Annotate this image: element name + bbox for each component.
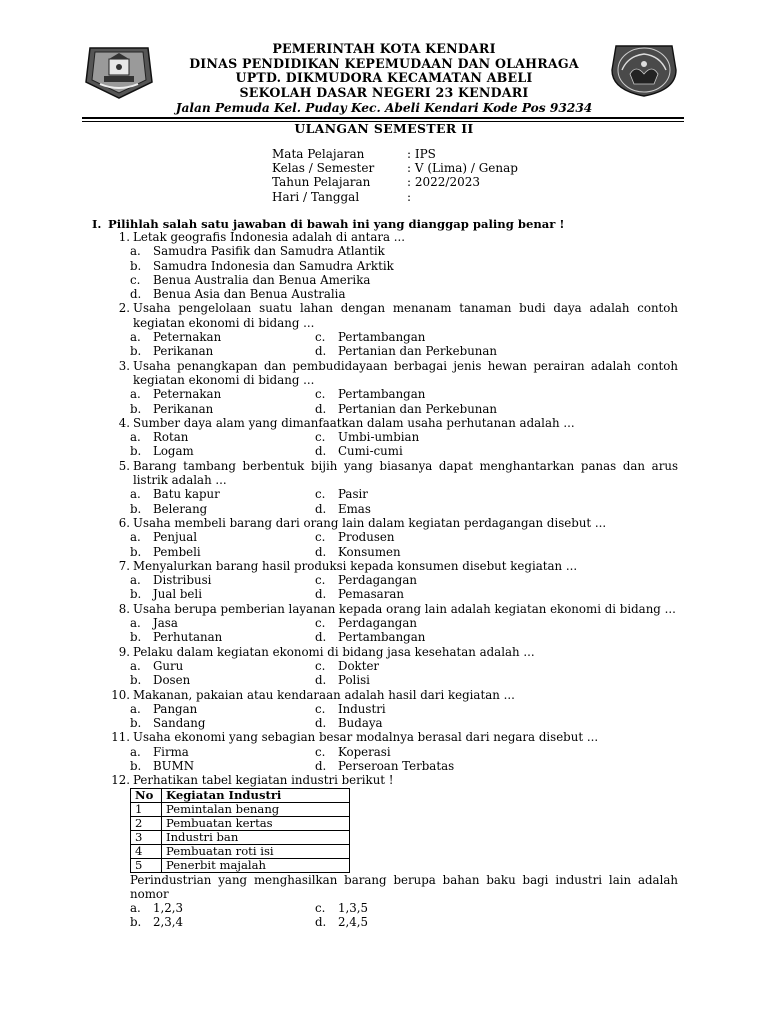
answer-option (130, 573, 315, 587)
option-letter: b. (130, 630, 142, 645)
question-stem (108, 516, 678, 530)
question-text: Pelaku dalam kegiatan ekonomi di bidang jasa kesehatan adalah ... (133, 644, 535, 659)
option-letter: a. (130, 244, 141, 259)
option-letter: a. (130, 530, 141, 545)
answer-options (130, 530, 678, 559)
option-letter: b. (130, 344, 142, 359)
answer-option (130, 502, 315, 516)
question-text: Usaha membeli barang dari orang lain dalam kegiatan perdagangan disebut ... (133, 515, 607, 530)
option-letter: c. (130, 272, 141, 287)
meta-key: Hari / Tanggal (272, 189, 360, 204)
option-letter: c. (315, 330, 326, 345)
answer-option (315, 444, 403, 458)
answer-option (130, 244, 678, 258)
option-row (130, 330, 678, 344)
answer-option (130, 287, 678, 301)
table-cell-number: 3 (131, 830, 162, 844)
meta-row (272, 190, 518, 204)
question-stem (108, 602, 678, 616)
letterhead-line: SEKOLAH DASAR NEGERI 23 KENDARI (239, 84, 529, 100)
option-letter: a. (130, 573, 141, 588)
option-letter: a. (130, 387, 141, 402)
answer-option (130, 630, 315, 644)
option-letter: c. (315, 487, 326, 502)
question-number: 2. (118, 301, 130, 316)
answer-option (315, 344, 497, 358)
option-letter: a. (130, 901, 141, 916)
answer-option (130, 330, 315, 344)
option-row (130, 502, 678, 516)
question-stem (108, 559, 678, 573)
question-item (108, 516, 678, 559)
option-letter: b. (130, 444, 142, 459)
question-followup (130, 873, 678, 902)
option-letter: d. (315, 444, 327, 459)
option-letter: d. (130, 287, 142, 302)
answer-option (130, 344, 315, 358)
option-letter: a. (130, 430, 141, 445)
answer-option (315, 573, 417, 587)
letterhead-address: Jalan Pemuda Kel. Puday Kec. Abeli Kendari Kode Pos 93234 (175, 101, 593, 116)
option-text: Peternakan (153, 330, 222, 345)
answer-options (130, 387, 678, 416)
option-text: Batu kapur (153, 487, 220, 502)
option-letter: c. (315, 901, 326, 916)
answer-options (130, 745, 678, 774)
meta-row (272, 175, 518, 189)
answer-option (130, 530, 315, 544)
option-letter: c. (315, 430, 326, 445)
option-text: 1,3,5 (338, 901, 369, 916)
meta-key: Mata Pelajaran (272, 147, 365, 161)
question-item (108, 773, 678, 929)
option-letter: d. (315, 501, 327, 516)
option-text: Peternakan (153, 387, 222, 402)
option-text: Belerang (153, 501, 208, 516)
option-letter: d. (315, 544, 327, 559)
table-row (131, 816, 350, 830)
question-item (108, 688, 678, 731)
option-text: Dokter (338, 658, 380, 673)
option-text: Pasir (338, 487, 368, 502)
kendari-emblem-icon (82, 42, 156, 100)
question-item (108, 730, 678, 773)
option-text: Jual beli (153, 587, 202, 602)
option-letter: d. (315, 915, 327, 930)
option-text: Perhutanan (153, 630, 223, 645)
option-letter: d. (315, 673, 327, 688)
option-row (130, 573, 678, 587)
option-text: Benua Australia dan Benua Amerika (153, 272, 371, 287)
option-text: Emas (338, 501, 371, 516)
option-text: 2,3,4 (153, 915, 184, 930)
question-number: 12. (111, 773, 130, 788)
table-cell-activity: Pemintalan benang (162, 802, 350, 816)
answer-option (130, 545, 315, 559)
table-cell-activity: Industri ban (162, 830, 350, 844)
option-letter: b. (130, 544, 142, 559)
answer-option (315, 545, 401, 559)
option-text: Pertambangan (338, 630, 426, 645)
option-text: Guru (153, 658, 184, 673)
meta-value: : IPS (407, 147, 436, 161)
answer-option (130, 915, 315, 929)
answer-option (130, 616, 315, 630)
option-row (130, 915, 678, 929)
option-text: Perdagangan (338, 616, 417, 631)
meta-key: Tahun Pelajaran (272, 175, 371, 190)
answer-options (130, 430, 678, 459)
option-text: Perikanan (153, 344, 214, 359)
option-letter: a. (130, 330, 141, 345)
answer-option (315, 587, 404, 601)
letterhead-line: DINAS PENDIDIKAN KEPEMUDAAN DAN OLAHRAGA (189, 55, 579, 71)
answer-options (130, 487, 678, 516)
option-letter: b. (130, 401, 142, 416)
option-letter: c. (315, 616, 326, 631)
table-row (131, 830, 350, 844)
option-row (130, 530, 678, 544)
meta-value: : 2022/2023 (407, 175, 480, 190)
answer-option (315, 915, 368, 929)
section-instruction (92, 217, 565, 231)
option-letter: b. (130, 673, 142, 688)
option-row (130, 344, 678, 358)
option-text: Pangan (153, 701, 198, 716)
option-text: Samudra Pasifik dan Samudra Atlantik (153, 244, 385, 259)
option-letter: b. (130, 587, 142, 602)
option-letter: b. (130, 258, 142, 273)
answer-options (130, 616, 678, 645)
answer-option (315, 502, 371, 516)
answer-option (315, 901, 368, 915)
answer-options (130, 573, 678, 602)
option-letter: d. (315, 630, 327, 645)
question-text: Usaha pengelolaan suatu lahan dengan menanam tanaman budi daya adalah contoh kegiatan ekonomi di bidang ... (133, 301, 678, 330)
option-row (130, 430, 678, 444)
option-letter: a. (130, 487, 141, 502)
option-letter: c. (315, 573, 326, 588)
table-header-row (131, 788, 350, 802)
meta-row (272, 161, 518, 175)
question-item (108, 230, 678, 301)
answer-option (130, 444, 315, 458)
answer-option (130, 673, 315, 687)
question-text: Usaha ekonomi yang sebagian besar modalnya berasal dari negara disebut ... (133, 730, 599, 745)
question-item (108, 416, 678, 459)
meta-key: Kelas / Semester (272, 161, 375, 176)
option-letter: b. (130, 501, 142, 516)
table-row (131, 802, 350, 816)
answer-option (315, 745, 391, 759)
answer-option (130, 745, 315, 759)
table-header-cell: Kegiatan Industri (162, 788, 350, 802)
option-letter: a. (130, 744, 141, 759)
meta-value: : (407, 189, 412, 204)
option-text: Pertanian dan Perkebunan (338, 344, 498, 359)
question-number: 8. (118, 601, 130, 616)
question-number: 7. (118, 558, 130, 573)
option-letter: d. (315, 344, 327, 359)
option-text: Rotan (153, 430, 189, 445)
question-item (108, 602, 678, 645)
tut-wuri-handayani-icon (608, 40, 680, 98)
table-cell-number: 2 (131, 816, 162, 830)
exam-title: ULANGAN SEMESTER II (294, 121, 474, 136)
option-text: Konsumen (338, 544, 401, 559)
option-text: Logam (153, 444, 194, 459)
question-number: 3. (118, 358, 130, 373)
option-letter: d. (315, 758, 327, 773)
option-text: Perikanan (153, 401, 214, 416)
answer-option (130, 259, 678, 273)
answer-option (130, 901, 315, 915)
option-letter: c. (315, 701, 326, 716)
answer-option (130, 487, 315, 501)
question-stem (108, 230, 678, 244)
option-text: Pembeli (153, 544, 201, 559)
answer-options (130, 901, 678, 930)
answer-option (315, 702, 386, 716)
option-letter: c. (315, 744, 326, 759)
answer-option (315, 487, 368, 501)
option-row (130, 487, 678, 501)
option-row (130, 716, 678, 730)
answer-option (130, 387, 315, 401)
letterhead-line: PEMERINTAH KOTA KENDARI (272, 41, 496, 56)
option-letter: c. (315, 658, 326, 673)
option-letter: b. (130, 716, 142, 731)
option-text: Firma (153, 744, 189, 759)
option-letter: b. (130, 758, 142, 773)
question-followup-text: Perindustrian yang menghasilkan barang berupa bahan baku bagi industri lain adalah nomor (130, 872, 678, 901)
answer-option (315, 630, 425, 644)
option-text: Perdagangan (338, 573, 417, 588)
option-row (130, 659, 678, 673)
section-number: I. (92, 217, 102, 231)
option-text: Distribusi (153, 573, 212, 588)
option-text: Pemasaran (338, 587, 404, 602)
question-number: 10. (111, 687, 130, 702)
answer-options (130, 702, 678, 731)
question-stem (108, 359, 678, 388)
answer-option (130, 587, 315, 601)
option-text: Pertambangan (338, 330, 426, 345)
option-row (130, 545, 678, 559)
question-stem (108, 459, 678, 488)
question-text: Barang tambang berbentuk bijih yang biasanya dapat menghantarkan panas dan arus listrik adalah ... (133, 458, 678, 488)
option-text: Perseroan Terbatas (338, 758, 455, 773)
question-list (108, 230, 678, 930)
answer-option (130, 702, 315, 716)
option-text: Budaya (338, 716, 383, 731)
question-stem (108, 301, 678, 330)
answer-option (315, 330, 425, 344)
question-number: 11. (111, 730, 130, 745)
option-row (130, 402, 678, 416)
option-row (130, 673, 678, 687)
answer-option (315, 430, 419, 444)
option-text: Dosen (153, 673, 191, 688)
question-number: 4. (118, 415, 130, 430)
option-text: Industri (338, 701, 386, 716)
option-row (130, 630, 678, 644)
answer-option (315, 616, 417, 630)
option-text: Koperasi (338, 744, 391, 759)
option-text: Produsen (338, 530, 395, 545)
question-text: Usaha berupa pemberian layanan kepada orang lain adalah kegiatan ekonomi di bidang ... (133, 601, 676, 616)
question-item (108, 645, 678, 688)
answer-option (315, 759, 454, 773)
option-row (130, 901, 678, 915)
question-text: Letak geografis Indonesia adalah di antara ... (133, 230, 406, 244)
answer-option (315, 673, 370, 687)
option-text: Jasa (153, 616, 178, 631)
letterhead-line: UPTD. DIKMUDORA KECAMATAN ABELI (235, 70, 533, 86)
table-cell-activity: Pembuatan kertas (162, 816, 350, 830)
question-number: 5. (118, 458, 130, 473)
option-letter: d. (315, 401, 327, 416)
letterhead-rule-thick (82, 117, 684, 119)
option-text: Polisi (338, 673, 370, 688)
question-text: Sumber daya alam yang dimanfaatkan dalam usaha perhutanan adalah ... (133, 415, 575, 430)
table-cell-activity: Pembuatan roti isi (162, 844, 350, 858)
answer-options (130, 330, 678, 359)
question-text: Makanan, pakaian atau kendaraan adalah hasil dari kegiatan ... (133, 687, 515, 702)
option-row (130, 587, 678, 601)
exam-meta (272, 147, 518, 204)
option-text: Benua Asia dan Benua Australia (153, 287, 346, 302)
table-cell-number: 1 (131, 802, 162, 816)
option-text: 1,2,3 (153, 901, 184, 916)
table-row (131, 858, 350, 872)
question-item (108, 301, 678, 358)
table-cell-activity: Penerbit majalah (162, 858, 350, 872)
question-number: 6. (118, 515, 130, 530)
option-text: BUMN (153, 758, 195, 773)
option-letter: c. (315, 530, 326, 545)
option-letter: d. (315, 716, 327, 731)
question-stem (108, 688, 678, 702)
option-letter: a. (130, 701, 141, 716)
answer-option (130, 716, 315, 730)
option-row (130, 702, 678, 716)
option-letter: d. (315, 587, 327, 602)
answer-option (130, 659, 315, 673)
option-letter: a. (130, 658, 141, 673)
option-letter: b. (130, 915, 142, 930)
answer-option (315, 659, 379, 673)
question-item (108, 359, 678, 416)
table-header-cell: No (131, 788, 162, 802)
option-row (130, 759, 678, 773)
option-row (130, 387, 678, 401)
option-row (130, 444, 678, 458)
question-item (108, 459, 678, 516)
question-stem (108, 730, 678, 744)
question-stem (108, 645, 678, 659)
table-cell-number: 5 (131, 858, 162, 872)
answer-option (130, 759, 315, 773)
question-text: Usaha penangkapan dan pembudidayaan berbagai jenis hewan perairan adalah contoh kegiatan ekonomi di bidang ... (133, 358, 678, 387)
option-text: Pertambangan (338, 387, 426, 402)
question-stem (108, 416, 678, 430)
option-text: Pertanian dan Perkebunan (338, 401, 498, 416)
question-text: Perhatikan tabel kegiatan industri berikut ! (133, 773, 394, 788)
industry-table (130, 788, 350, 873)
question-item (108, 559, 678, 602)
table-cell-number: 4 (131, 844, 162, 858)
answer-option (315, 716, 383, 730)
option-text: 2,4,5 (338, 915, 369, 930)
question-text: Menyalurkan barang hasil produksi kepada konsumen disebut kegiatan ... (133, 558, 578, 573)
section-instruction-text: Pilihlah salah satu jawaban di bawah ini yang dianggap paling benar ! (108, 217, 565, 231)
meta-value: : V (Lima) / Genap (407, 161, 518, 176)
table-row (131, 844, 350, 858)
option-text: Cumi-cumi (338, 444, 403, 459)
answer-option (315, 402, 497, 416)
question-stem (108, 773, 678, 787)
option-row (130, 745, 678, 759)
answer-option (315, 530, 394, 544)
option-text: Penjual (153, 530, 198, 545)
answer-options (130, 244, 678, 301)
option-text: Samudra Indonesia dan Samudra Arktik (153, 258, 394, 273)
letterhead (150, 42, 618, 116)
option-text: Sandang (153, 716, 206, 731)
question-number: 9. (118, 644, 130, 659)
option-row (130, 616, 678, 630)
answer-option (130, 273, 678, 287)
answer-option (130, 402, 315, 416)
answer-option (315, 387, 425, 401)
question-number: 1. (118, 230, 130, 244)
answer-option (130, 430, 315, 444)
option-text: Umbi-umbian (338, 430, 420, 445)
option-letter: a. (130, 616, 141, 631)
meta-row (272, 147, 518, 161)
answer-options (130, 659, 678, 688)
option-letter: c. (315, 387, 326, 402)
